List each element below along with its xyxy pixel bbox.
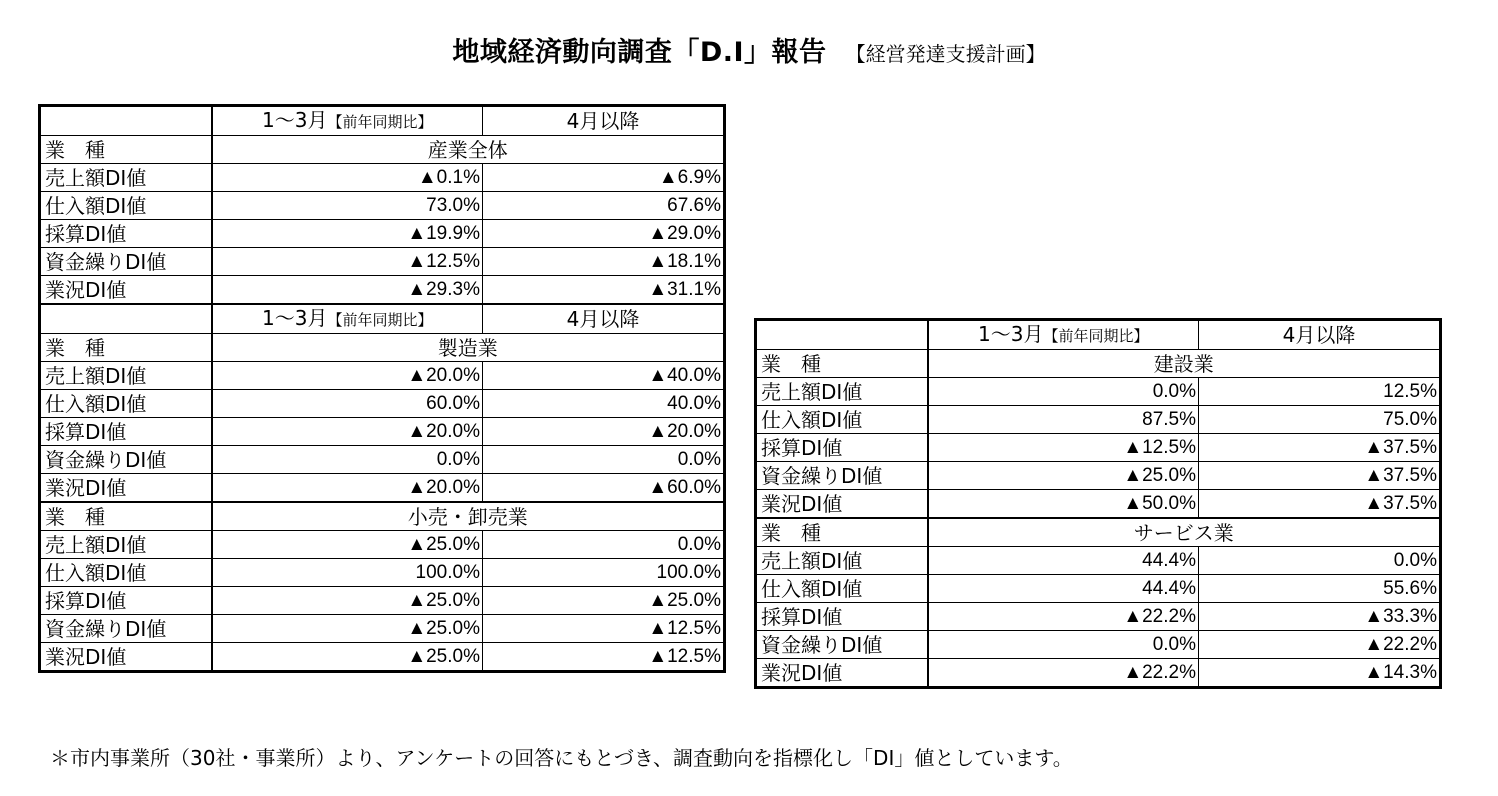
row-label: 売上額DI値: [40, 362, 212, 390]
table-row: [756, 378, 1441, 406]
period1-header: 1～3月【前年同期比】: [212, 304, 483, 334]
section-row: [40, 334, 725, 362]
period2-header: 4月以降: [483, 106, 725, 136]
value-period2: 0.0%: [1199, 547, 1441, 575]
value-period2: ▲29.0%: [483, 220, 725, 248]
row-label: 資金繰りDI値: [756, 631, 928, 659]
row-label: 資金繰りDI値: [40, 446, 212, 474]
table-row: [40, 192, 725, 220]
value-period2: 12.5%: [1199, 378, 1441, 406]
row-label: 採算DI値: [40, 220, 212, 248]
row-label: 採算DI値: [40, 418, 212, 446]
row-label: 資金繰りDI値: [40, 248, 212, 276]
value-period2: ▲31.1%: [483, 276, 725, 305]
section-title-retail: 小売・卸売業: [212, 502, 725, 531]
section-title-service: サービス業: [928, 518, 1441, 547]
value-period1: ▲20.0%: [212, 474, 483, 503]
title-main: 地域経済動向調査「D.I」報告: [452, 37, 827, 68]
industry-label: 業 種: [756, 518, 928, 547]
value-period2: ▲14.3%: [1199, 659, 1441, 688]
row-label: 採算DI値: [756, 603, 928, 631]
value-period2: 67.6%: [483, 192, 725, 220]
value-period1: ▲20.0%: [212, 362, 483, 390]
table-row: [756, 575, 1441, 603]
value-period1: ▲19.9%: [212, 220, 483, 248]
table-row: [40, 643, 725, 672]
industry-label: 業 種: [40, 334, 212, 362]
header-blank: [756, 320, 928, 350]
right-di-table: [754, 318, 1442, 689]
value-period1: ▲0.1%: [212, 164, 483, 192]
row-label: 仕入額DI値: [40, 192, 212, 220]
table-row: [40, 164, 725, 192]
value-period2: 0.0%: [483, 446, 725, 474]
industry-label: 業 種: [40, 136, 212, 164]
value-period1: 0.0%: [928, 378, 1199, 406]
value-period1: 0.0%: [212, 446, 483, 474]
value-period1: 0.0%: [928, 631, 1199, 659]
value-period2: ▲22.2%: [1199, 631, 1441, 659]
value-period1: 60.0%: [212, 390, 483, 418]
value-period1: 44.4%: [928, 547, 1199, 575]
period2-header: 4月以降: [1199, 320, 1441, 350]
table-row: [756, 631, 1441, 659]
header-row: [40, 304, 725, 334]
value-period2: 75.0%: [1199, 406, 1441, 434]
row-label: 業況DI値: [40, 276, 212, 305]
table-row: [40, 587, 725, 615]
footnote: ＊市内事業所（30社・事業所）より、アンケートの回答にもとづき、調査動向を指標化し「DI」値としています。: [50, 746, 1073, 770]
value-period2: 100.0%: [483, 559, 725, 587]
table-row: [40, 474, 725, 503]
value-period2: ▲37.5%: [1199, 434, 1441, 462]
value-period1: ▲25.0%: [212, 615, 483, 643]
table-row: [40, 220, 725, 248]
value-period2: ▲40.0%: [483, 362, 725, 390]
value-period2: ▲37.5%: [1199, 490, 1441, 519]
row-label: 売上額DI値: [40, 164, 212, 192]
table-row: [40, 418, 725, 446]
table-row: [40, 446, 725, 474]
value-period2: ▲12.5%: [483, 643, 725, 672]
period2-header: 4月以降: [483, 304, 725, 334]
value-period1: ▲12.5%: [212, 248, 483, 276]
value-period1: ▲29.3%: [212, 276, 483, 305]
period1-header: 1～3月【前年同期比】: [928, 320, 1199, 350]
table-row: [756, 490, 1441, 519]
value-period2: ▲25.0%: [483, 587, 725, 615]
section-row: [40, 136, 725, 164]
value-period1: ▲25.0%: [212, 531, 483, 559]
row-label: 仕入額DI値: [40, 559, 212, 587]
table-row: [40, 276, 725, 305]
section-row: [40, 502, 725, 531]
value-period1: ▲22.2%: [928, 603, 1199, 631]
value-period2: 0.0%: [483, 531, 725, 559]
header-blank: [40, 106, 212, 136]
row-label: 資金繰りDI値: [756, 462, 928, 490]
row-label: 業況DI値: [40, 643, 212, 672]
row-label: 仕入額DI値: [40, 390, 212, 418]
industry-label: 業 種: [40, 502, 212, 531]
row-label: 仕入額DI値: [756, 575, 928, 603]
value-period1: ▲25.0%: [212, 643, 483, 672]
value-period1: ▲25.0%: [928, 462, 1199, 490]
value-period1: ▲22.2%: [928, 659, 1199, 688]
table-row: [756, 406, 1441, 434]
row-label: 採算DI値: [40, 587, 212, 615]
row-label: 業況DI値: [756, 490, 928, 519]
table-row: [756, 434, 1441, 462]
row-label: 売上額DI値: [756, 547, 928, 575]
period1-header: 1～3月【前年同期比】: [212, 106, 483, 136]
row-label: 採算DI値: [756, 434, 928, 462]
table-row: [756, 659, 1441, 688]
table-row: [40, 531, 725, 559]
table-row: [40, 615, 725, 643]
value-period1: 73.0%: [212, 192, 483, 220]
row-label: 業況DI値: [756, 659, 928, 688]
table-row: [40, 362, 725, 390]
value-period1: ▲12.5%: [928, 434, 1199, 462]
table-row: [40, 559, 725, 587]
table-row: [40, 390, 725, 418]
industry-label: 業 種: [756, 350, 928, 378]
value-period1: ▲50.0%: [928, 490, 1199, 519]
value-period1: 44.4%: [928, 575, 1199, 603]
title-sub: 【経営発達支援計画】: [845, 42, 1046, 66]
section-title-all: 産業全体: [212, 136, 725, 164]
table-row: [756, 462, 1441, 490]
section-row: [756, 350, 1441, 378]
header-blank: [40, 304, 212, 334]
value-period1: ▲20.0%: [212, 418, 483, 446]
header-row: [40, 106, 725, 136]
value-period2: ▲6.9%: [483, 164, 725, 192]
value-period2: ▲12.5%: [483, 615, 725, 643]
row-label: 売上額DI値: [756, 378, 928, 406]
value-period2: 40.0%: [483, 390, 725, 418]
header-row: [756, 320, 1441, 350]
row-label: 資金繰りDI値: [40, 615, 212, 643]
row-label: 仕入額DI値: [756, 406, 928, 434]
value-period2: ▲33.3%: [1199, 603, 1441, 631]
value-period1: 87.5%: [928, 406, 1199, 434]
report-title: [0, 30, 1498, 69]
value-period2: ▲37.5%: [1199, 462, 1441, 490]
table-row: [756, 547, 1441, 575]
left-di-table: [38, 104, 726, 673]
value-period1: 100.0%: [212, 559, 483, 587]
section-title-construction: 建設業: [928, 350, 1441, 378]
value-period2: ▲20.0%: [483, 418, 725, 446]
row-label: 売上額DI値: [40, 531, 212, 559]
table-row: [40, 248, 725, 276]
value-period2: ▲18.1%: [483, 248, 725, 276]
value-period1: ▲25.0%: [212, 587, 483, 615]
section-row: [756, 518, 1441, 547]
row-label: 業況DI値: [40, 474, 212, 503]
value-period2: ▲60.0%: [483, 474, 725, 503]
value-period2: 55.6%: [1199, 575, 1441, 603]
section-title-manufacturing: 製造業: [212, 334, 725, 362]
table-row: [756, 603, 1441, 631]
